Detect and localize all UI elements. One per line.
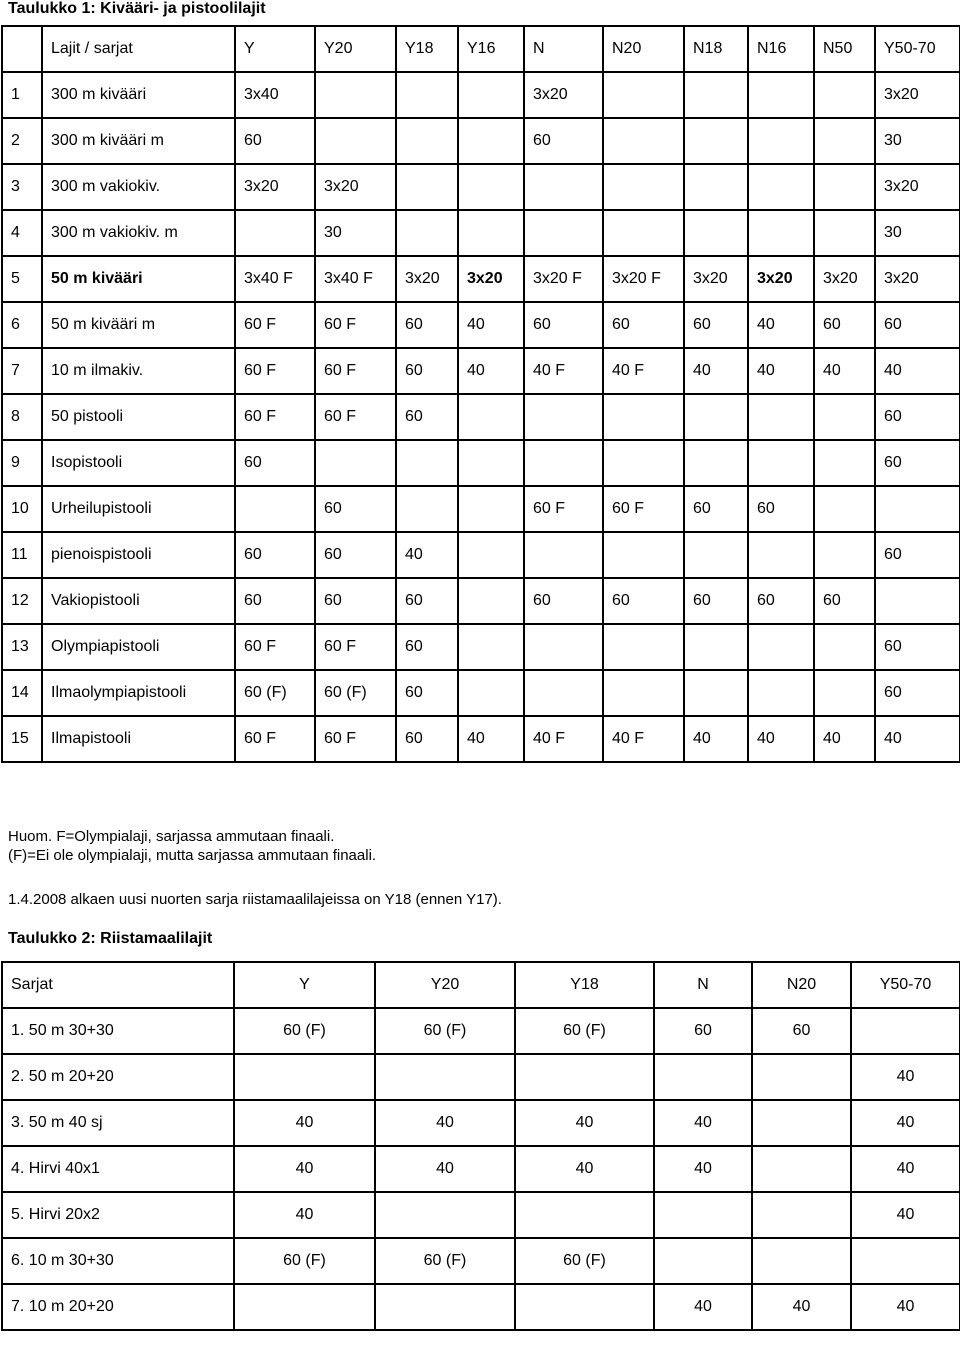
table2-cell: 40 [234, 1192, 375, 1238]
table1-cell [814, 72, 875, 118]
table2-cell: 40 [375, 1100, 515, 1146]
table1-cell [814, 118, 875, 164]
table1-cell [603, 670, 684, 716]
table2-event-name: 4. Hirvi 40x1 [2, 1146, 234, 1192]
note-olympic: Huom. F=Olympialaji, sarjassa ammutaan finaali. [8, 828, 335, 845]
table2-caption: Taulukko 2: Riistamaalilajit [8, 930, 213, 947]
table2-event-name: 6. 10 m 30+30 [2, 1238, 234, 1284]
table1-cell [814, 440, 875, 486]
table1-cell [684, 440, 748, 486]
table1-cell [603, 118, 684, 164]
table2-cell: 40 [654, 1100, 752, 1146]
table1-event-name: 300 m kivääri [42, 72, 235, 118]
table1-notes [8, 827, 376, 865]
table1-event-name: 50 m kivääri m [42, 302, 235, 348]
table1-row-number: 13 [2, 624, 42, 670]
table1-row-number: 15 [2, 716, 42, 762]
table1-cell: 40 F [524, 716, 603, 762]
table2-cell [234, 1284, 375, 1330]
table1-cell: 40 [875, 716, 960, 762]
table1-cell: 3x20 F [603, 256, 684, 302]
table1-cell [603, 532, 684, 578]
table1-cell: 3x40 F [235, 256, 315, 302]
table1-cell: 60 [814, 578, 875, 624]
table1-header-cell: Y20 [315, 26, 396, 72]
table1-event-name: Olympiapistooli [42, 624, 235, 670]
table1-cell: 60 [396, 578, 458, 624]
table2-row [2, 1146, 960, 1192]
table2-row [2, 1284, 960, 1330]
table2-cell [752, 1238, 851, 1284]
table1-cell: 40 [396, 532, 458, 578]
table1-cell [684, 670, 748, 716]
table1-cell: 3x40 F [315, 256, 396, 302]
table1-cell: 60 [235, 118, 315, 164]
table1-event-name: Ilmapistooli [42, 716, 235, 762]
table1-cell [684, 532, 748, 578]
table2-cell [752, 1054, 851, 1100]
table1-cell [603, 440, 684, 486]
table1-cell [458, 394, 524, 440]
table1-row-number: 3 [2, 164, 42, 210]
table1-row-number: 9 [2, 440, 42, 486]
table1-row-number: 4 [2, 210, 42, 256]
table2-cell [654, 1238, 752, 1284]
table1-event-name: 300 m vakiokiv. [42, 164, 235, 210]
table1-row [2, 716, 960, 762]
table1-event-name: 50 pistooli [42, 394, 235, 440]
table1-cell: 3x40 [235, 72, 315, 118]
table2-row [2, 1100, 960, 1146]
table1-row-number: 6 [2, 302, 42, 348]
table1-cell [814, 164, 875, 210]
table2-cell: 60 (F) [515, 1008, 654, 1054]
table1-header-cell: N20 [603, 26, 684, 72]
table1-cell [684, 394, 748, 440]
table1-cell: 3x20 [875, 164, 960, 210]
table2-cell [375, 1284, 515, 1330]
table1-cell [396, 210, 458, 256]
table2-event-name: 5. Hirvi 20x2 [2, 1192, 234, 1238]
table2-cell [515, 1054, 654, 1100]
table1-cell [315, 440, 396, 486]
table2-cell [515, 1284, 654, 1330]
table1-event-name: 300 m kivääri m [42, 118, 235, 164]
table2-cell [851, 1008, 960, 1054]
table2-header-cell: Sarjat [2, 962, 234, 1008]
table1-cell: 60 [235, 440, 315, 486]
table1-row [2, 394, 960, 440]
table1-cell [458, 118, 524, 164]
table1-cell [458, 532, 524, 578]
table1-cell [315, 118, 396, 164]
table1-cell: 60 [748, 578, 814, 624]
table1-cell: 40 [748, 348, 814, 394]
table1-cell [603, 72, 684, 118]
table2-cell: 40 [515, 1100, 654, 1146]
table1-caption: Taulukko 1: Kivääri- ja pistoolilajit [8, 0, 266, 17]
table1-row-number: 1 [2, 72, 42, 118]
table1-cell [458, 164, 524, 210]
table1-cell: 40 F [524, 348, 603, 394]
table1-cell [458, 624, 524, 670]
table1-cell [748, 72, 814, 118]
table1-cell [748, 670, 814, 716]
table1-cell: 60 [875, 670, 960, 716]
table1-row-number: 7 [2, 348, 42, 394]
table1-cell: 60 [814, 302, 875, 348]
table1-header-cell: Lajit / sarjat [42, 26, 235, 72]
table1-row-number: 14 [2, 670, 42, 716]
table1-cell [458, 578, 524, 624]
table2-event-name: 1. 50 m 30+30 [2, 1008, 234, 1054]
table1-cell: 60 F [235, 302, 315, 348]
table1-cell: 40 [684, 348, 748, 394]
table2-cell: 40 [851, 1192, 960, 1238]
table1-cell: 40 F [603, 716, 684, 762]
table1-cell [603, 164, 684, 210]
table1-cell: 40 [458, 348, 524, 394]
table2-cell: 60 (F) [234, 1238, 375, 1284]
table1-cell: 60 [684, 302, 748, 348]
table1-cell: 60 F [524, 486, 603, 532]
table1-cell [748, 210, 814, 256]
table1-cell: 60 F [235, 394, 315, 440]
table2-cell [375, 1192, 515, 1238]
table1-cell: 40 [458, 716, 524, 762]
table1-event-name: 50 m kivääri [42, 256, 235, 302]
table2-event-name: 3. 50 m 40 sj [2, 1100, 234, 1146]
table2-event-name: 2. 50 m 20+20 [2, 1054, 234, 1100]
table1-header-cell: Y50-70 [875, 26, 960, 72]
table2-cell [654, 1054, 752, 1100]
table2-cell: 40 [851, 1146, 960, 1192]
table1-row [2, 486, 960, 532]
table2-cell [752, 1146, 851, 1192]
table1-row [2, 302, 960, 348]
table1-cell [524, 164, 603, 210]
table1-row-number: 2 [2, 118, 42, 164]
table2-cell [515, 1192, 654, 1238]
table2-cell: 60 (F) [515, 1238, 654, 1284]
table1-cell [458, 440, 524, 486]
table1-cell [748, 532, 814, 578]
table1-cell [875, 486, 960, 532]
table1-cell [396, 118, 458, 164]
table1-cell [396, 440, 458, 486]
table1-cell [748, 624, 814, 670]
table1-cell [875, 578, 960, 624]
table1-cell [524, 210, 603, 256]
table1-row [2, 256, 960, 302]
table1-cell [748, 118, 814, 164]
table2-cell [234, 1054, 375, 1100]
table1-cell: 60 [875, 532, 960, 578]
table1-cell: 60 [315, 578, 396, 624]
table2-cell: 40 [851, 1100, 960, 1146]
table1-cell [603, 210, 684, 256]
table2-cell: 40 [375, 1146, 515, 1192]
table2-header-cell: Y20 [375, 962, 515, 1008]
table1-row [2, 210, 960, 256]
table1-cell [748, 440, 814, 486]
table1-header-row [2, 26, 960, 72]
table1-cell [524, 440, 603, 486]
table2-header-cell: Y [234, 962, 375, 1008]
table2-cell: 40 [654, 1146, 752, 1192]
table2-cell: 40 [851, 1284, 960, 1330]
table1-cell [814, 210, 875, 256]
table1-cell [315, 72, 396, 118]
table1-cell: 3x20 [748, 256, 814, 302]
table1-cell [524, 670, 603, 716]
table1-cell [748, 164, 814, 210]
table2-cell: 60 (F) [375, 1008, 515, 1054]
table1-cell [814, 624, 875, 670]
table1-header-cell: Y [235, 26, 315, 72]
table1-cell: 30 [315, 210, 396, 256]
table1-cell: 60 [875, 624, 960, 670]
table1-cell: 60 [603, 578, 684, 624]
table1-header-cell: N50 [814, 26, 875, 72]
table1-cell: 60 [875, 394, 960, 440]
table1-cell: 60 [748, 486, 814, 532]
table1-cell: 60 F [315, 624, 396, 670]
table2-cell [851, 1238, 960, 1284]
table1-row-number: 5 [2, 256, 42, 302]
table1-cell: 60 F [315, 716, 396, 762]
table1-cell: 60 [396, 348, 458, 394]
table1-cell [684, 72, 748, 118]
table1-cell: 60 [684, 578, 748, 624]
table2-cell: 40 [234, 1100, 375, 1146]
table1-cell: 40 [684, 716, 748, 762]
note-non-olympic: (F)=Ei ole olympialaji, mutta sarjassa ammutaan finaali. [8, 847, 377, 864]
table1-cell: 60 [524, 118, 603, 164]
table1-cell: 3x20 [235, 164, 315, 210]
table1-cell: 40 [458, 302, 524, 348]
table1-row [2, 440, 960, 486]
table1-cell [814, 670, 875, 716]
table2-row [2, 1238, 960, 1284]
table1-event-name: Vakiopistooli [42, 578, 235, 624]
table1-cell: 30 [875, 210, 960, 256]
table1-row [2, 532, 960, 578]
table1-cell: 3x20 [524, 72, 603, 118]
table2-header-cell: Y50-70 [851, 962, 960, 1008]
table1-cell: 60 [396, 302, 458, 348]
table1-cell: 60 F [235, 716, 315, 762]
table1-header-cell: Y18 [396, 26, 458, 72]
table1-cell [814, 394, 875, 440]
table1-cell: 60 (F) [235, 670, 315, 716]
table1-cell [458, 72, 524, 118]
table1-row-number: 12 [2, 578, 42, 624]
note-youth-series: 1.4.2008 alkaen uusi nuorten sarja riistamaalilajeissa on Y18 (ennen Y17). [8, 891, 502, 908]
table2-cell: 60 (F) [375, 1238, 515, 1284]
table1-cell: 60 [875, 302, 960, 348]
table1-cell: 60 F [235, 624, 315, 670]
table1-cell [684, 624, 748, 670]
table1-cell: 60 [684, 486, 748, 532]
table1-cell [396, 164, 458, 210]
table1-cell: 60 [875, 440, 960, 486]
table2-header-cell: Y18 [515, 962, 654, 1008]
table2-cell: 40 [851, 1054, 960, 1100]
table1-cell: 60 [396, 624, 458, 670]
table1-cell: 60 [235, 532, 315, 578]
table1-cell: 60 F [235, 348, 315, 394]
table1-row [2, 624, 960, 670]
table2-header-cell: N [654, 962, 752, 1008]
table1-cell: 60 [315, 486, 396, 532]
table2-cell: 60 [654, 1008, 752, 1054]
table1-row-number: 10 [2, 486, 42, 532]
table1-cell: 40 F [603, 348, 684, 394]
table2-header-cell: N20 [752, 962, 851, 1008]
table1-cell: 60 [603, 302, 684, 348]
table2-row [2, 1054, 960, 1100]
table1-event-name: pienoispistooli [42, 532, 235, 578]
table1-cell [603, 624, 684, 670]
table1-cell: 60 [396, 670, 458, 716]
table1-cell: 60 F [603, 486, 684, 532]
table1-row [2, 72, 960, 118]
table1-cell: 40 [748, 716, 814, 762]
table-rifle-pistol [1, 25, 960, 763]
table1-cell: 3x20 [814, 256, 875, 302]
table2-cell [752, 1100, 851, 1146]
table1-cell: 40 [748, 302, 814, 348]
table2-event-name: 7. 10 m 20+20 [2, 1284, 234, 1330]
table1-event-name: 10 m ilmakiv. [42, 348, 235, 394]
table2-cell: 60 (F) [234, 1008, 375, 1054]
table1-cell [458, 670, 524, 716]
table1-event-name: 300 m vakiokiv. m [42, 210, 235, 256]
table1-cell: 3x20 F [524, 256, 603, 302]
table2-cell [752, 1192, 851, 1238]
table1-cell: 3x20 [458, 256, 524, 302]
table1-cell [458, 486, 524, 532]
table1-header-cell: Y16 [458, 26, 524, 72]
table2-cell: 40 [515, 1146, 654, 1192]
table1-cell [748, 394, 814, 440]
table1-cell: 60 [235, 578, 315, 624]
table1-cell: 60 [396, 394, 458, 440]
table2-cell [375, 1054, 515, 1100]
table1-cell: 60 F [315, 394, 396, 440]
table1-header-cell [2, 26, 42, 72]
table1-cell [524, 624, 603, 670]
table1-cell: 60 F [315, 348, 396, 394]
table2-header-row [2, 962, 960, 1008]
table1-header-cell: N18 [684, 26, 748, 72]
table1-cell: 3x20 [684, 256, 748, 302]
table1-cell [524, 394, 603, 440]
table1-cell [603, 394, 684, 440]
table1-cell [458, 210, 524, 256]
table1-event-name: Isopistooli [42, 440, 235, 486]
table2-cell: 40 [234, 1146, 375, 1192]
table1-cell: 60 [524, 578, 603, 624]
table1-cell [235, 486, 315, 532]
table2-cell: 40 [654, 1284, 752, 1330]
table1-cell: 40 [814, 348, 875, 394]
table1-row-number: 11 [2, 532, 42, 578]
table1-row [2, 578, 960, 624]
table2-cell: 40 [752, 1284, 851, 1330]
table1-cell [396, 486, 458, 532]
table1-row-number: 8 [2, 394, 42, 440]
table1-cell: 60 [315, 532, 396, 578]
table1-row [2, 164, 960, 210]
table1-cell: 60 [396, 716, 458, 762]
table1-cell [684, 118, 748, 164]
table1-cell [396, 72, 458, 118]
table1-cell [814, 532, 875, 578]
table1-event-name: Ilmaolympiapistooli [42, 670, 235, 716]
table1-header-cell: N [524, 26, 603, 72]
table1-cell: 40 [814, 716, 875, 762]
table1-cell: 60 [524, 302, 603, 348]
table1-cell: 3x20 [315, 164, 396, 210]
table1-header-cell: N16 [748, 26, 814, 72]
table1-cell: 60 (F) [315, 670, 396, 716]
table1-cell: 60 F [315, 302, 396, 348]
table1-cell [814, 486, 875, 532]
table1-cell [684, 210, 748, 256]
table1-cell [684, 164, 748, 210]
table1-row [2, 670, 960, 716]
table1-cell [235, 210, 315, 256]
table1-cell: 3x20 [875, 256, 960, 302]
table2-cell [654, 1192, 752, 1238]
table1-row [2, 348, 960, 394]
table1-row [2, 118, 960, 164]
table1-event-name: Urheilupistooli [42, 486, 235, 532]
table2-cell: 60 [752, 1008, 851, 1054]
table1-cell: 30 [875, 118, 960, 164]
table2-row [2, 1008, 960, 1054]
table1-cell: 3x20 [875, 72, 960, 118]
table-running-target [1, 961, 960, 1331]
table1-cell: 3x20 [396, 256, 458, 302]
table1-cell [524, 532, 603, 578]
table1-cell: 40 [875, 348, 960, 394]
table2-row [2, 1192, 960, 1238]
